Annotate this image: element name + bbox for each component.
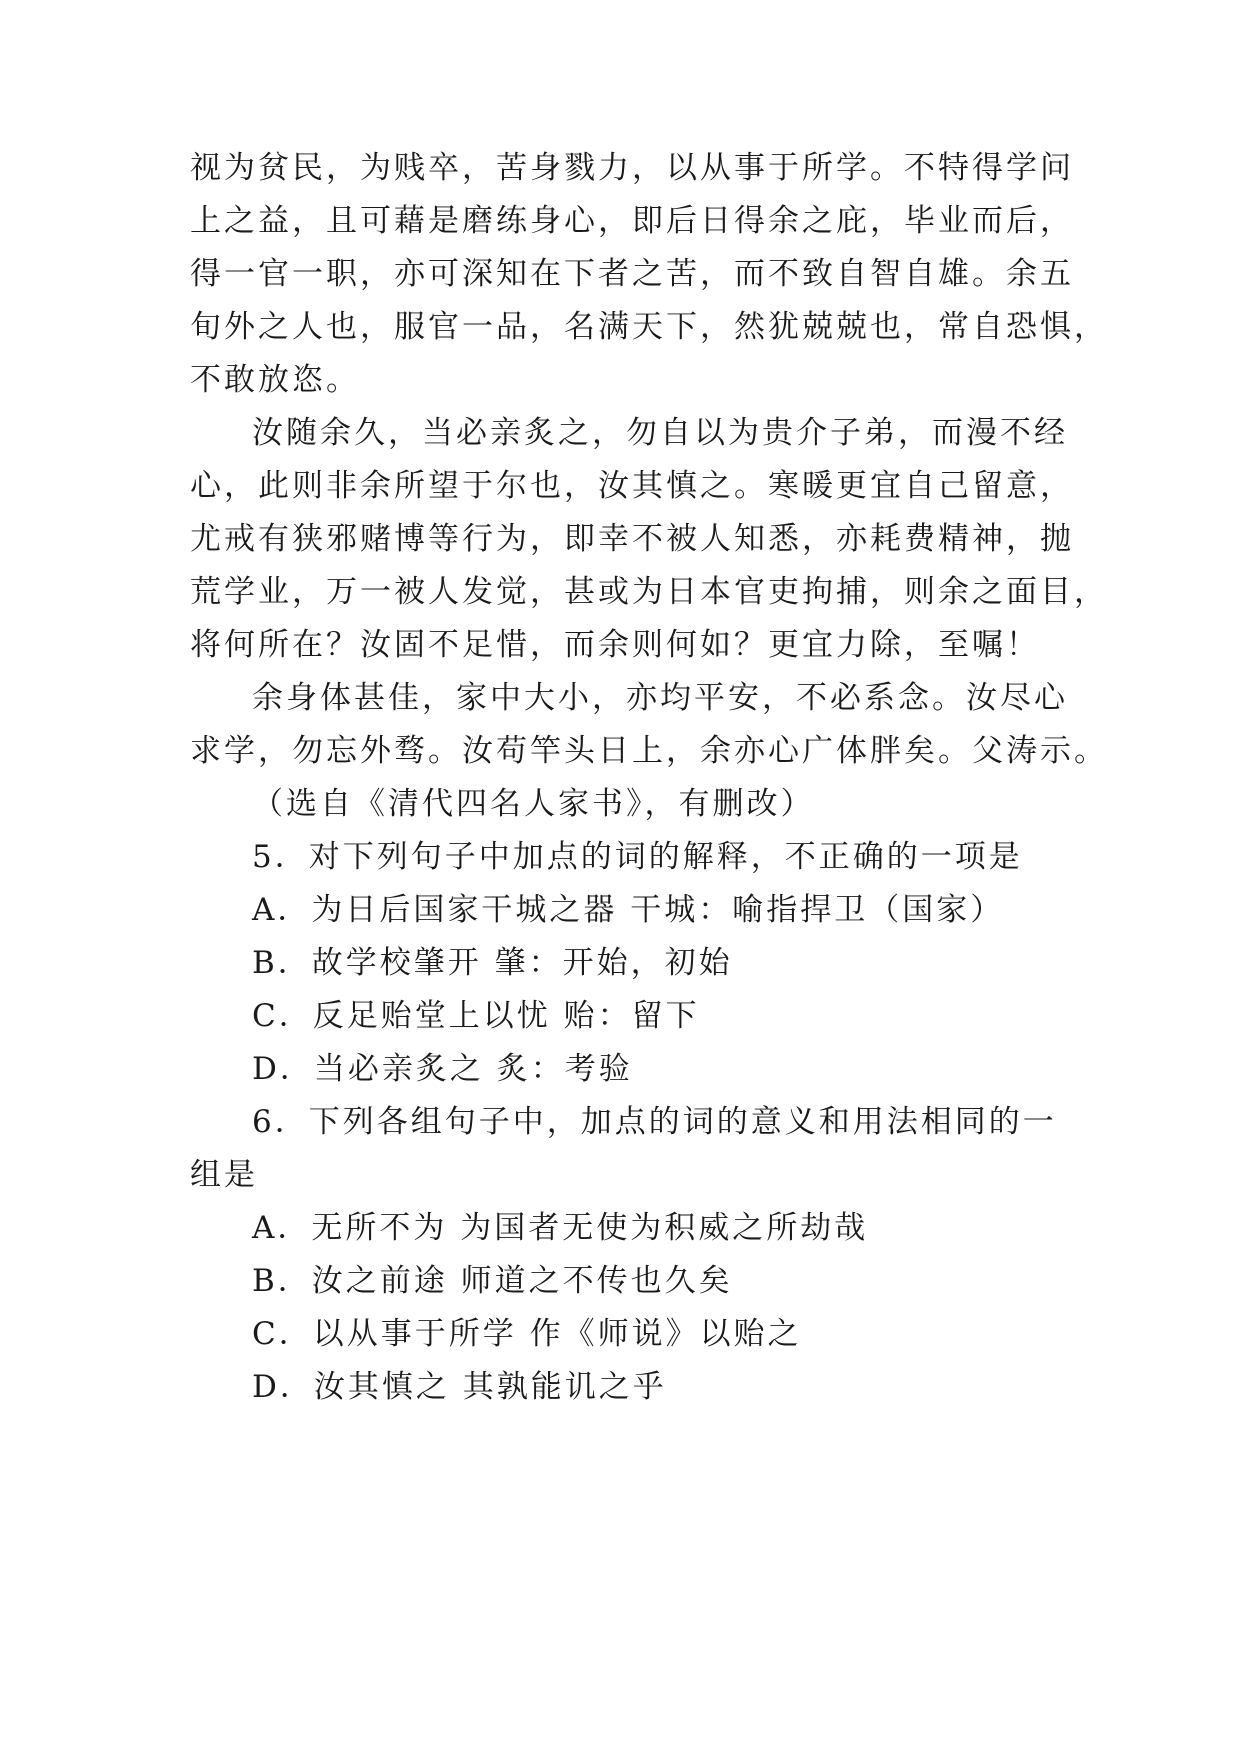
answer-option: C．反足贻堂上以忧 贻：留下 [252,998,700,1034]
answer-option: A．无所不为 为国者无使为积威之所劫哉 [252,1210,869,1246]
passage-source: （选自《清代四名人家书》，有删改） [252,786,815,822]
passage-line: 视为贫民，为贱卒，苦身戮力，以从事于所学。不特得学问 [190,150,1074,186]
passage-line: 不敢放恣。 [190,362,360,398]
passage-line: 荒学业，万一被人发觉，甚或为日本官吏拘捕，则余之面目， [190,574,1108,610]
question-stem: 6．下列各组句子中，加点的词的意义和用法相同的一 [252,1104,1057,1140]
answer-option: C．以从事于所学 作《师说》以贻之 [252,1316,802,1352]
passage-line: 将何所在？汝固不足惜，而余则何如？更宜力除，至嘱！ [190,627,1040,663]
answer-option: D．当必亲炙之 炙：考验 [252,1051,633,1087]
answer-option: B．故学校肇开 肇：开始，初始 [252,945,733,981]
answer-option: A．为日后国家干城之器 干城：喻指捍卫（国家） [252,892,1005,928]
passage-line: 上之益，且可藉是磨练身心，即后日得余之庇，毕业而后， [190,203,1074,239]
passage-line: 心，此则非余所望于尔也，汝其慎之。寒暖更宜自己留意， [190,468,1074,504]
answer-option: D．汝其慎之 其孰能讥之乎 [252,1369,667,1405]
question-stem: 5．对下列句子中加点的词的解释，不正确的一项是 [252,839,1023,875]
passage-line: 汝随余久，当必亲炙之，勿自以为贵介子弟，而漫不经 [252,415,1068,451]
question-stem-continued: 组是 [190,1157,258,1193]
passage-line: 余身体甚佳，家中大小，亦均平安，不必系念。汝尽心 [252,680,1068,716]
passage-line: 得一官一职，亦可深知在下者之苦，而不致自智自雄。余五 [190,256,1074,292]
answer-option: B．汝之前途 师道之不传也久矣 [252,1263,733,1299]
passage-line: 旬外之人也，服官一品，名满天下，然犹兢兢也，常自恐惧， [190,309,1108,345]
passage-line: 尤戒有狭邪赌博等行为，即幸不被人知悉，亦耗费精神，抛 [190,521,1074,557]
passage-line: 求学，勿忘外骛。汝苟竿头日上，余亦心广体胖矣。父涛示。 [190,733,1108,769]
